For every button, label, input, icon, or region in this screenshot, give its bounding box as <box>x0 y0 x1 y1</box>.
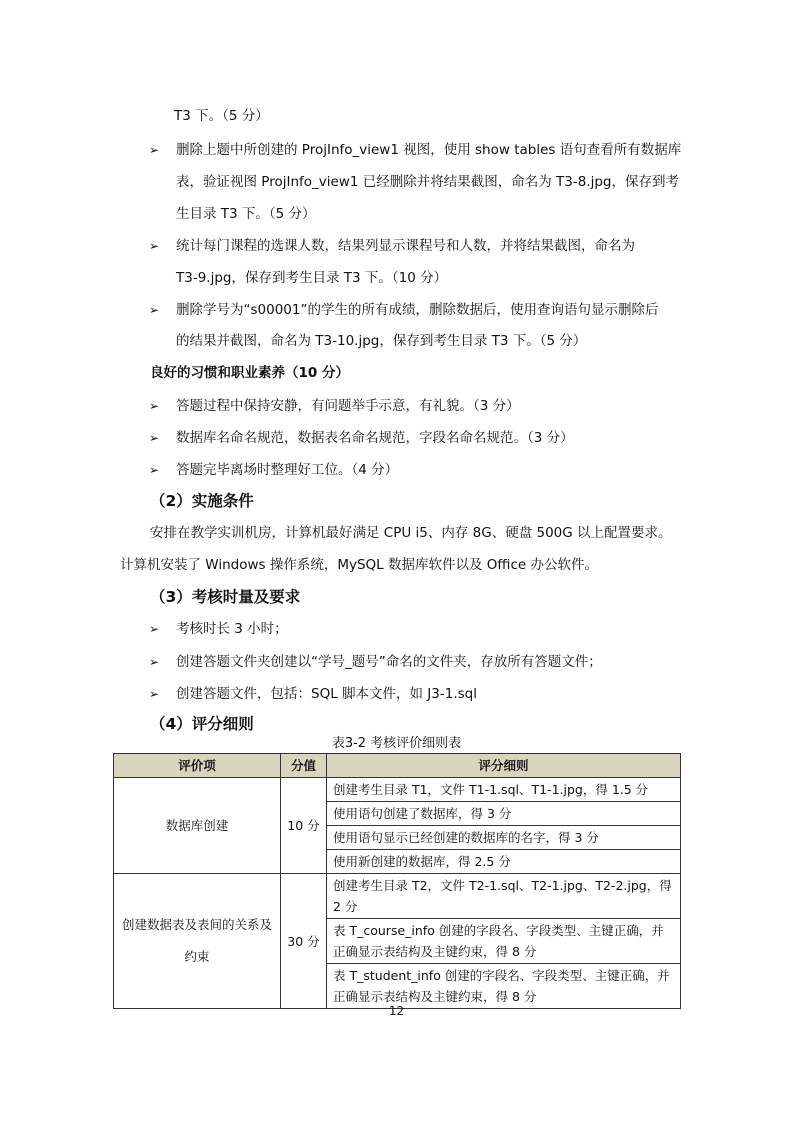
bullet-icon: ➢ <box>149 431 160 445</box>
bullet-icon: ➢ <box>149 622 160 636</box>
header-cell: 评价项 <box>114 754 281 778</box>
detail-cell: 使用新创建的数据库，得 2.5 分 <box>327 850 681 874</box>
bullet-icon: ➢ <box>149 303 160 317</box>
section-heading: （4）评分细则 <box>150 715 254 733</box>
text-line: 统计每门课程的选课人数，结果列显示课程号和人数，并将结果截图，命名为 <box>176 238 635 254</box>
grading-table <box>113 753 681 1009</box>
text-line: T3-9.jpg，保存到考生目录 T3 下。（10 分） <box>176 270 448 286</box>
bullet-icon: ➢ <box>149 655 160 669</box>
text-line: 创建答题文件，包括：SQL 脚本文件，如 J3-1.sql <box>176 686 477 702</box>
detail-cell: 表 T_course_info 创建的字段名、字段类型、主键正确，并正确显示表结构及主键约束，得 8 分 <box>327 919 681 964</box>
detail-cell: 创建考生目录 T1，文件 T1-1.sql、T1-1.jpg，得 1.5 分 <box>327 778 681 802</box>
bullet-icon: ➢ <box>149 463 160 477</box>
table-caption: 表3-2 考核评价细则表 <box>331 736 462 751</box>
text-line: 答题完毕离场时整理好工位。（4 分） <box>176 462 399 478</box>
text-line: 考核时长 3 小时； <box>176 621 288 637</box>
score-cell: 30 分 <box>281 874 327 1009</box>
text-line: 删除学号为“s00001”的学生的所有成绩，删除数据后，使用查询语句显示删除后 <box>176 302 659 318</box>
table-row <box>114 874 681 919</box>
header-cell: 评分细则 <box>327 754 681 778</box>
bullet-icon: ➢ <box>149 143 160 157</box>
section-heading: 良好的习惯和职业素养（10 分） <box>150 365 349 381</box>
text-line: 生目录 T3 下。（5 分） <box>176 206 316 222</box>
text-line: 删除上题中所创建的 ProjInfo_view1 视图，使用 show tables 语句查看所有数据库 <box>176 142 682 158</box>
score-cell: 10 分 <box>281 778 327 874</box>
header-cell: 分值 <box>281 754 327 778</box>
detail-cell: 创建考生目录 T2，文件 T2-1.sql、T2-1.jpg、T2-2.jpg，得 2 分 <box>327 874 681 919</box>
text-line: T3 下。（5 分） <box>174 108 269 124</box>
page-number: 12 <box>388 1004 405 1018</box>
bullet-icon: ➢ <box>149 687 160 701</box>
text-line: 答题过程中保持安静，有问题举手示意，有礼貌。（3 分） <box>176 398 520 414</box>
text-line: 计算机安装了 Windows 操作系统，MySQL 数据库软件以及 Office 办公软件。 <box>120 557 598 573</box>
table-header-row <box>114 754 681 778</box>
item-cell: 数据库创建 <box>114 778 281 874</box>
bullet-icon: ➢ <box>149 239 160 253</box>
bullet-icon: ➢ <box>149 399 160 413</box>
item-cell: 创建数据表及表间的关系及约束 <box>114 874 281 1009</box>
section-heading: （3）考核时量及要求 <box>150 588 301 606</box>
text-line: 数据库名命名规范，数据表名命名规范，字段名命名规范。（3 分） <box>176 430 574 446</box>
text-line: 表，验证视图 ProjInfo_view1 已经删除并将结果截图，命名为 T3-8.jpg，保存到考 <box>176 174 679 190</box>
detail-cell: 表 T_student_info 创建的字段名、字段类型、主键正确，并正确显示表结构及主键约束，得 8 分 <box>327 964 681 1009</box>
table-row <box>114 778 681 802</box>
text-line: 创建答题文件夹创建以“学号_题号”命名的文件夹，存放所有答题文件； <box>176 654 602 670</box>
text-line: 的结果并截图，命名为 T3-10.jpg，保存到考生目录 T3 下。（5 分） <box>176 333 587 349</box>
detail-cell: 使用语句显示已经创建的数据库的名字，得 3 分 <box>327 826 681 850</box>
detail-cell: 使用语句创建了数据库，得 3 分 <box>327 802 681 826</box>
section-heading: （2）实施条件 <box>150 492 254 510</box>
text-line: 安排在教学实训机房，计算机最好满足 CPU i5、内存 8G、硬盘 500G 以上配置要求。 <box>150 525 672 541</box>
